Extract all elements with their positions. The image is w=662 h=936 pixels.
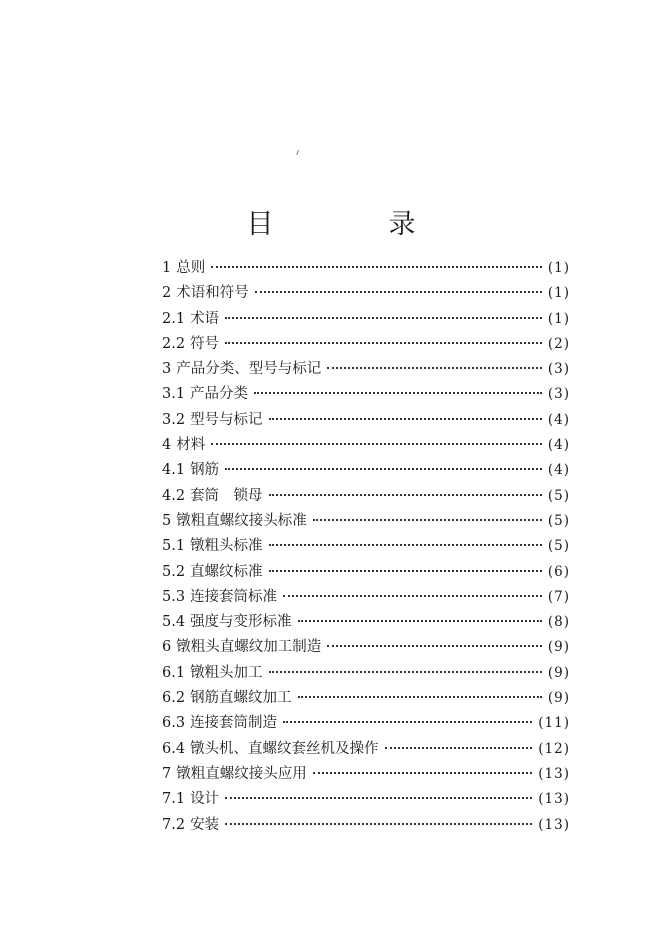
toc-leader-dots — [211, 443, 542, 445]
page-title: 目 录 — [246, 209, 460, 241]
toc-entry-label: 镦粗头直螺纹加工制造 — [176, 639, 322, 656]
toc-leader-dots — [298, 696, 542, 698]
toc-entry-number: 6 — [162, 639, 172, 656]
toc-entry-number: 3.1 — [162, 386, 186, 403]
toc-entry-label: 符号 — [190, 335, 220, 352]
toc-entry-number: 2.1 — [162, 310, 186, 327]
toc-entry-number: 5 — [162, 512, 172, 529]
toc-entry-number: 4.1 — [162, 462, 186, 479]
toc-entry — [162, 256, 570, 281]
toc-entry-page: (13) — [538, 765, 570, 782]
toc-entry-label: 设计 — [190, 791, 220, 808]
toc-entry — [162, 433, 570, 458]
toc-entry-number: 6.3 — [162, 715, 186, 732]
toc-entry — [162, 686, 570, 711]
toc-entry-page: (5) — [547, 538, 570, 555]
toc-entry-page: (3) — [547, 361, 570, 378]
toc-entry — [162, 711, 570, 736]
toc-leader-dots — [327, 367, 542, 369]
toc-entry-page: (2) — [547, 335, 570, 352]
toc-entry-number: 5.2 — [162, 563, 186, 580]
toc-entry-page: (4) — [547, 462, 570, 479]
toc-entry-label: 强度与变形标准 — [190, 614, 292, 631]
toc-entry-number: 6.1 — [162, 664, 186, 681]
toc-entry-page: (12) — [538, 740, 570, 757]
table-of-contents — [162, 256, 570, 838]
toc-entry — [162, 635, 570, 660]
toc-leader-dots — [269, 418, 542, 420]
toc-entry-page: (4) — [547, 437, 570, 454]
toc-leader-dots — [255, 291, 542, 293]
toc-entry-label: 钢筋 — [190, 462, 220, 479]
toc-entry-label: 材料 — [176, 437, 206, 454]
toc-leader-dots — [225, 823, 532, 825]
toc-entry-label: 钢筋直螺纹加工 — [190, 690, 292, 707]
toc-entry-number: 7 — [162, 765, 172, 782]
toc-entry — [162, 484, 570, 509]
toc-entry-page: (6) — [547, 563, 570, 580]
toc-entry-label: 安装 — [190, 816, 220, 833]
toc-leader-dots — [298, 620, 542, 622]
toc-entry-number: 2.2 — [162, 335, 186, 352]
toc-entry-label: 产品分类 — [190, 386, 249, 403]
toc-entry — [162, 787, 570, 812]
toc-leader-dots — [313, 519, 542, 521]
toc-entry-number: 4.2 — [162, 487, 186, 504]
toc-entry — [162, 813, 570, 838]
toc-entry-page: (1) — [547, 310, 570, 327]
toc-entry-page: (11) — [538, 715, 570, 732]
toc-entry-number: 7.1 — [162, 791, 186, 808]
toc-entry-label: 镦粗直螺纹接头应用 — [176, 765, 307, 782]
toc-leader-dots — [327, 645, 542, 647]
scan-mark — [296, 150, 299, 155]
toc-entry — [162, 357, 570, 382]
toc-entry-number: 5.1 — [162, 538, 186, 555]
toc-entry-number: 4 — [162, 437, 172, 454]
toc-entry-label: 术语 — [190, 310, 220, 327]
toc-leader-dots — [225, 317, 542, 319]
toc-entry-page: (9) — [547, 690, 570, 707]
toc-entry — [162, 737, 570, 762]
toc-entry-label: 镦粗头标准 — [190, 538, 263, 555]
toc-entry — [162, 610, 570, 635]
toc-leader-dots — [269, 671, 542, 673]
toc-entry-number: 5.3 — [162, 588, 186, 605]
toc-entry-number: 5.4 — [162, 614, 186, 631]
toc-entry — [162, 408, 570, 433]
toc-entry-label: 镦头机、直螺纹套丝机及操作 — [190, 740, 379, 757]
toc-leader-dots — [225, 468, 542, 470]
toc-entry-label: 连接套筒标准 — [190, 588, 278, 605]
toc-leader-dots — [269, 570, 542, 572]
toc-entry — [162, 307, 570, 332]
toc-leader-dots — [313, 772, 533, 774]
toc-leader-dots — [225, 342, 542, 344]
toc-entry-number: 1 — [162, 260, 172, 276]
toc-entry-page: (13) — [538, 816, 570, 833]
toc-entry-page: (8) — [547, 614, 570, 631]
toc-entry-number: 7.2 — [162, 816, 186, 833]
toc-entry — [162, 534, 570, 559]
toc-leader-dots — [283, 595, 542, 597]
toc-leader-dots — [225, 797, 532, 799]
toc-entry-page: (1) — [547, 260, 570, 276]
toc-entry — [162, 332, 570, 357]
toc-entry — [162, 509, 570, 534]
toc-entry-number: 3.2 — [162, 411, 186, 428]
toc-entry-label: 产品分类、型号与标记 — [176, 361, 322, 378]
toc-entry-label: 术语和符号 — [176, 285, 249, 302]
toc-entry-number: 6.4 — [162, 740, 186, 757]
toc-entry — [162, 560, 570, 585]
toc-leader-dots — [211, 266, 542, 268]
toc-entry — [162, 762, 570, 787]
toc-entry-label: 连接套筒制造 — [190, 715, 278, 732]
toc-entry-page: (3) — [547, 386, 570, 403]
toc-entry-label: 镦粗直螺纹接头标准 — [176, 512, 307, 529]
toc-entry-number: 3 — [162, 361, 172, 378]
toc-leader-dots — [385, 747, 533, 749]
toc-leader-dots — [254, 392, 542, 394]
toc-entry-page: (13) — [538, 791, 570, 808]
toc-entry-label: 总则 — [176, 260, 206, 276]
toc-entry-page: (1) — [547, 285, 570, 302]
toc-leader-dots — [269, 494, 542, 496]
toc-entry — [162, 458, 570, 483]
toc-entry-page: (9) — [547, 664, 570, 681]
toc-entry-number: 2 — [162, 285, 172, 302]
toc-leader-dots — [283, 721, 532, 723]
toc-entry — [162, 585, 570, 610]
toc-entry-label: 镦粗头加工 — [190, 664, 263, 681]
toc-entry-page: (4) — [547, 411, 570, 428]
toc-entry-number: 6.2 — [162, 690, 186, 707]
toc-entry-page: (5) — [547, 512, 570, 529]
toc-entry-page: (7) — [547, 588, 570, 605]
toc-leader-dots — [269, 544, 542, 546]
toc-entry — [162, 661, 570, 686]
toc-entry — [162, 382, 570, 407]
toc-entry-label: 型号与标记 — [190, 411, 263, 428]
toc-entry-page: (5) — [547, 487, 570, 504]
toc-entry-page: (9) — [547, 639, 570, 656]
toc-entry — [162, 281, 570, 306]
toc-entry-label: 套筒 锁母 — [190, 487, 263, 504]
toc-entry-label: 直螺纹标准 — [190, 563, 263, 580]
